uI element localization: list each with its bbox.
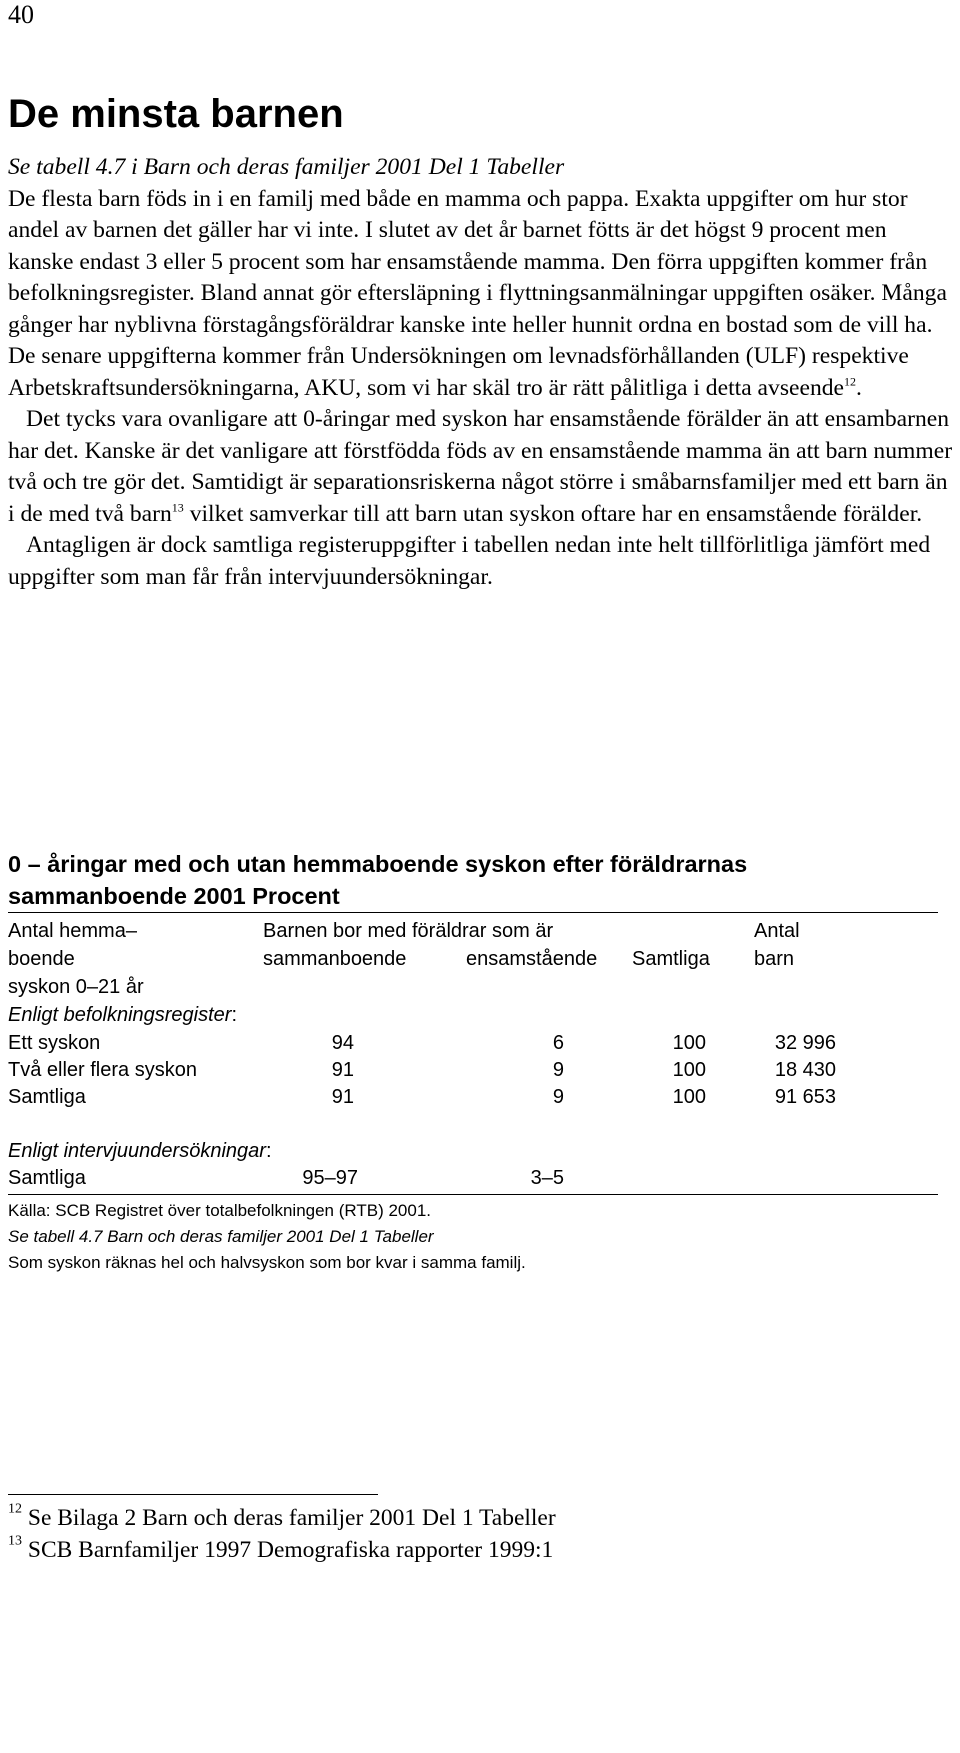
- footnote-separator: [8, 1494, 378, 1495]
- footnote-13-text: SCB Barnfamiljer 1997 Demografiska rapporter 1999:1: [27, 1537, 554, 1563]
- row2-sammanboende: 91: [331, 1059, 354, 1081]
- table-see-reference: Se tabell 4.7 Barn och deras familjer 2001 Del 1 Tabeller: [8, 1227, 434, 1246]
- row2-ensamstaende: 9: [552, 1059, 564, 1081]
- row3-antal: 91 653: [774, 1086, 836, 1108]
- paragraph-1-text: De flesta barn föds in i en familj med både en mamma och pappa. Exakta uppgifter om hur stor andel av barnen det gäller har vi inte. I slutet av det år barnet fötts är det högst 9 procent men kanske endast 3 eller 5 procent som har ensamstående mamma. Den förra uppgiften kommer från befolkningsregister. Bland annat gör eftersläpning i flyttningsanmälningar uppgiften osäker. Många gånger har nyblivna förstagångsföräldrar kanske inte heller hunnit ordna en bostad som de vill ha. De senare uppgifterna kommer från Undersökningen om levnadsförhållanden (ULF) respektive Arbetskraftsundersökningarna, AKU, som vi har skäl tro är rätt pålitliga i detta avseende: [8, 185, 947, 401]
- row1-samtliga: 100: [672, 1032, 706, 1054]
- paragraph-2-text: Det tycks vara ovanligare att 0-åringar med syskon har ensamstående förälder än att ensambarnen har det. Kanske är det vanligare att förstfödda föds av en ensamstående mamma än att barn nummer två och tre gör det. Samtidigt är separationsriskerna något större i småbarnsfamiljer med ett barn än i de med två barn: [8, 406, 953, 527]
- footnotes: [8, 1502, 556, 1566]
- table-source: Källa: SCB Registret över totalbefolkningen (RTB) 2001.: [8, 1201, 432, 1220]
- paragraph-1: [8, 184, 956, 405]
- row4-sammanboende: 95–97: [302, 1167, 358, 1189]
- section1-colon: :: [231, 1004, 238, 1026]
- paragraph-2-end: vilket samverkar till att barn utan syskon oftare har en ensamstående förälder.: [183, 500, 923, 527]
- row2-label: Två eller flera syskon: [8, 1059, 197, 1081]
- section2-label: [8, 1140, 272, 1163]
- header-antal: Antal: [754, 920, 800, 942]
- row3-sammanboende: 91: [331, 1086, 354, 1108]
- header-group-label: Barnen bor med föräldrar som är: [263, 920, 554, 942]
- row4-ensamstaende: 3–5: [530, 1167, 564, 1189]
- footnote-13-number: 13: [8, 1533, 22, 1549]
- header-barn: barn: [754, 948, 795, 970]
- header-ensamstaende: ensamstående: [466, 948, 598, 970]
- footnote-13: [8, 1534, 556, 1566]
- header-col1-line1: Antal hemma–: [8, 920, 137, 942]
- footnote-12: [8, 1502, 556, 1534]
- table-bottom-rule: [8, 1194, 938, 1195]
- row1-ensamstaende: 6: [552, 1032, 564, 1054]
- page-number: 40: [8, 0, 34, 29]
- paragraph-2: [8, 404, 956, 530]
- footnote-12-text: Se Bilaga 2 Barn och deras familjer 2001 Del 1 Tabeller: [27, 1505, 556, 1531]
- table-top-rule: [8, 912, 938, 913]
- footnote-ref-13[interactable]: 13: [171, 499, 184, 514]
- table-title-line-2: sammanboende 2001 Procent: [8, 883, 340, 909]
- section1-label-text: Enligt befolkningsregister: [8, 1004, 232, 1026]
- table-reference: Se tabell 4.7 i Barn och deras familjer 2001 Del 1 Tabeller: [8, 154, 565, 180]
- header-sammanboende: sammanboende: [263, 948, 407, 970]
- row3-samtliga: 100: [672, 1086, 706, 1108]
- row4-label: Samtliga: [8, 1167, 86, 1189]
- table-title: [8, 848, 938, 912]
- row3-ensamstaende: 9: [552, 1086, 564, 1108]
- body-text: [8, 152, 956, 593]
- header-col1-line2: boende: [8, 948, 75, 970]
- header-samtliga: Samtliga: [632, 948, 710, 970]
- row2-antal: 18 430: [774, 1059, 836, 1081]
- section2-colon: :: [265, 1140, 272, 1162]
- paragraph-1-end: .: [856, 374, 862, 401]
- table-notes: [8, 1198, 526, 1276]
- footnote-12-number: 12: [8, 1501, 22, 1517]
- row1-sammanboende: 94: [331, 1032, 354, 1054]
- row3-label: Samtliga: [8, 1086, 86, 1108]
- row2-samtliga: 100: [672, 1059, 706, 1081]
- paragraph-3: Antagligen är dock samtliga registeruppgifter i tabellen nedan inte helt tillförlitliga jämfört med uppgifter som man får från intervjuundersökningar.: [8, 532, 931, 590]
- section2-label-text: Enligt intervjuundersökningar: [8, 1140, 266, 1162]
- footnote-ref-12[interactable]: 12: [844, 373, 857, 388]
- row1-label: Ett syskon: [8, 1032, 101, 1054]
- row1-antal: 32 996: [774, 1032, 836, 1054]
- section-title: De minsta barnen: [8, 92, 344, 136]
- section1-label: [8, 1004, 237, 1027]
- table-note: Som syskon räknas hel och halvsyskon som bor kvar i samma familj.: [8, 1253, 526, 1272]
- header-col1-line3: syskon 0–21 år: [8, 976, 144, 998]
- table-title-line-1: 0 – åringar med och utan hemmaboende syskon efter föräldrarnas: [8, 851, 748, 877]
